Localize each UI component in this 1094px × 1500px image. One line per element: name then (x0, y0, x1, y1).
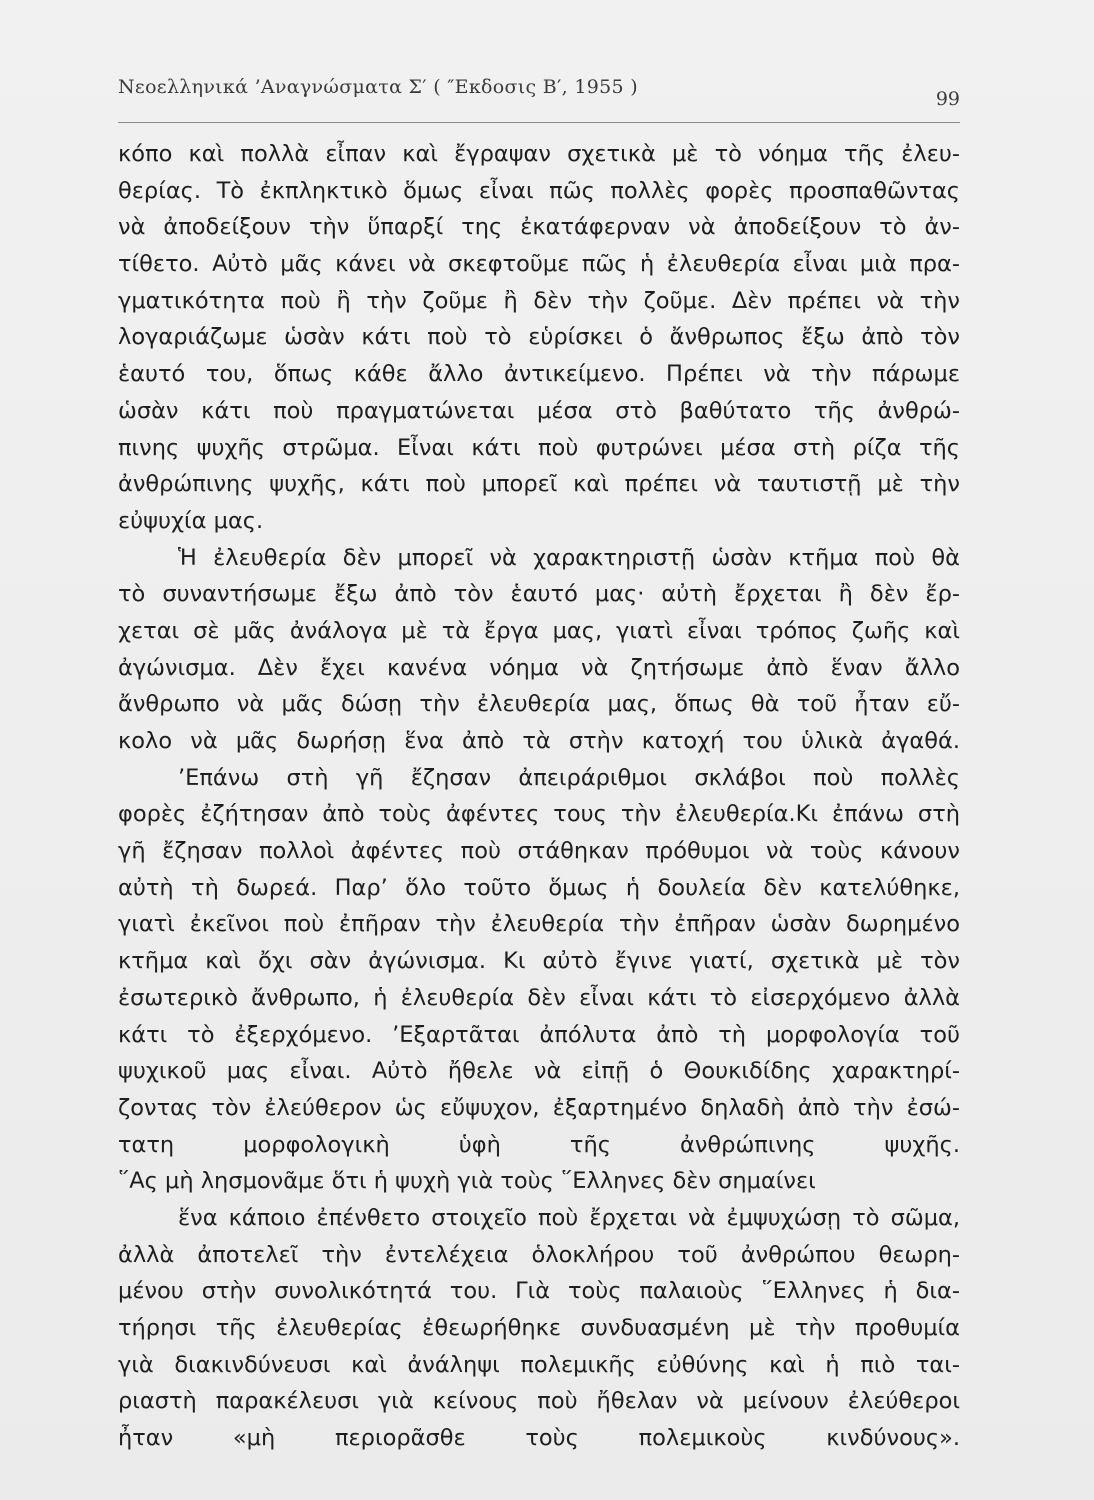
text-line: ἀνθρώπινης ψυχῆς, κάτι ποὺ μπορεῖ καὶ πρέπει νὰ ταυτιστῇ μὲ τὴν (118, 471, 960, 498)
text-line: κολο νὰ μᾶς δωρήσῃ ἕνα ἀπὸ τὰ στὴν κατοχή του ὑλικὰ ἀγαθά. (118, 728, 960, 754)
text-line: τίθετο. Αὐτὸ μᾶς κάνει νὰ σκεφτοῦμε πῶς ἡ ἐλευθερία εἶναι μιὰ πρα- (118, 251, 960, 278)
text-line: κόπο καὶ πολλὰ εἶπαν καὶ ἔγραψαν σχετικὰ μὲ τὸ νόημα τῆς ἐλευ- (118, 141, 960, 167)
text-line: αὐτὴ τὴ δωρεά. Παρ’ ὅλο τοῦτο ὅμως ἡ δουλεία δὲν κατελύθηκε, (118, 874, 960, 901)
text-line: πινης ψυχῆς στρῶμα. Εἶναι κάτι ποὺ φυτρώνει μέσα στὴ ρίζα τῆς (118, 434, 960, 461)
text-line: τατη μορφολογικὴ ὑφὴ τῆς ἀνθρώπινης ψυχῆς. (118, 1131, 960, 1158)
text-line: λογαριάζωμε ὡσὰν κάτι ποὺ τὸ εὑρίσκει ὁ ἄνθρωπος ἔξω ἀπὸ τὸν (118, 324, 960, 351)
text-line: Ἡ ἐλευθερία δὲν μπορεῖ νὰ χαρακτηριστῇ ὡσὰν κτῆμα ποὺ θὰ (178, 544, 960, 571)
text-line: ζοντας τὸν ἐλεύθερον ὡς εὔψυχον, ἐξαρτημένο δηλαδὴ ἀπὸ τὴν ἐσώ- (118, 1094, 960, 1121)
text-line: μένου στὴν συνολικότητά του. Γιὰ τοὺς παλαιοὺς ῞Ελληνες ἡ δια- (118, 1278, 960, 1305)
text-line: θερίας. Τὸ ἐκπληκτικὸ ὅμως εἶναι πῶς πολλὲς φορὲς προσπαθῶντας (118, 177, 960, 204)
text-line (118, 1457, 960, 1494)
text-line: ἀγώνισμα. Δὲν ἔχει κανένα νόημα νὰ ζητήσωμε ἀπὸ ἕναν ἄλλο (118, 654, 960, 681)
text-line: τὸ συναντήσωμε ἔξω ἀπὸ τὸν ἑαυτό μας· αὐτὴ ἔρχεται ἢ δὲν ἔρ- (118, 581, 960, 608)
text-line: ἀλλὰ ἀποτελεῖ τὴν ἐντελέχεια ὁλοκλήρου τοῦ ἀνθρώπου θεωρη- (118, 1241, 960, 1268)
text-line: ἑαυτό του, ὅπως κάθε ἄλλο ἀντικείμενο. Πρέπει νὰ τὴν πάρωμε (118, 361, 960, 388)
text-line: γῆ ἔζησαν πολλοὶ ἀφέντες ποὺ στάθηκαν πρόθυμοι νὰ τοὺς κάνουν (118, 838, 960, 865)
text-line: κάτι τὸ ἐξερχόμενο. ’Εξαρτᾶται ἀπόλυτα ἀπὸ τὴ μορφολογία τοῦ (118, 1021, 960, 1048)
page-number: 99 (935, 88, 960, 110)
text-line: ἦταν «μὴ περιορᾶσθε τοὺς πολεμικοὺς κινδύνους». (118, 1425, 960, 1452)
text-line: ῞Ας μὴ λησμονᾶμε ὅτι ἡ ψυχὴ γιὰ τοὺς ῞Ελληνες δὲν σημαίνει (118, 1168, 816, 1195)
text-line: ψυχικοῦ μας εἶναι. Αὐτὸ ἤθελε νὰ εἰπῇ ὁ Θουκιδίδης χαρακτηρί- (118, 1058, 960, 1085)
text-line: φορὲς ἐζήτησαν ἀπὸ τοὺς ἀφέντες τους τὴν ἐλευθερία.Κι ἐπάνω στὴ (118, 801, 960, 828)
text-line: ’Επάνω στὴ γῆ ἔζησαν ἀπειράριθμοι σκλάβοι ποὺ πολλὲς (178, 764, 960, 791)
text-line: ἐσωτερικὸ ἄνθρωπο, ἡ ἐλευθερία δὲν εἶναι κάτι τὸ εἰσερχόμενο ἀλλὰ (118, 984, 960, 1011)
text-line: νὰ ἀποδείξουν τὴν ὕπαρξί της ἐκατάφερναν νὰ ἀποδείξουν τὸ ἀν- (118, 214, 960, 241)
running-head (118, 70, 960, 123)
text-line: ἄνθρωπο νὰ μᾶς δώσῃ τὴν ἐλευθερία μας, ὅπως θὰ τοῦ ἦταν εὔ- (118, 691, 960, 718)
text-line: γιατὶ ἐκεῖνοι ποὺ ἐπῆραν τὴν ἐλευθερία τὴν ἐπῆραν ὡσὰν δωρημένο (118, 911, 960, 938)
text-line: εὐψυχία μας. (118, 507, 264, 534)
text-line: τήρησι τῆς ἐλευθερίας ἐθεωρήθηκε συνδυασμένη μὲ τὴν προθυμία (118, 1315, 960, 1341)
text-line: γιὰ διακινδύνευσι καὶ ἀνάληψι πολεμικῆς εὐθύνης καὶ ἡ πιὸ ται- (118, 1351, 960, 1378)
text-line: χεται σὲ μᾶς ἀνάλογα μὲ τὰ ἔργα μας, γιατὶ εἶναι τρόπος ζωῆς καὶ (118, 617, 960, 644)
body-text (118, 136, 960, 1493)
text-line: ὡσὰν κάτι ποὺ πραγματώνεται μέσα στὸ βαθύτατο τῆς ἀνθρώ- (118, 397, 960, 424)
text-line: κτῆμα καὶ ὄχι σὰν ἀγώνισμα. Κι αὐτὸ ἔγινε γιατί, σχετικὰ μὲ τὸν (118, 948, 960, 975)
running-title: Νεοελληνικά ’Αναγνώσματα Σ′ ( ″Εκδοσις Β′, 1955 ) (118, 76, 638, 98)
text-line: γματικότητα ποὺ ἢ τὴν ζοῦμε ἢ δὲν τὴν ζοῦμε. Δὲν πρέπει νὰ τὴν (118, 287, 960, 314)
text-line: ριαστὴ παρακέλευσι γιὰ κείνους ποὺ ἤθελαν νὰ μείνουν ἐλεύθεροι (118, 1388, 960, 1415)
text-line: ἕνα κάποιο ἐπένθετο στοιχεῖο ποὺ ἔρχεται νὰ ἐμψυχώσῃ τὸ σῶμα, (178, 1204, 960, 1231)
